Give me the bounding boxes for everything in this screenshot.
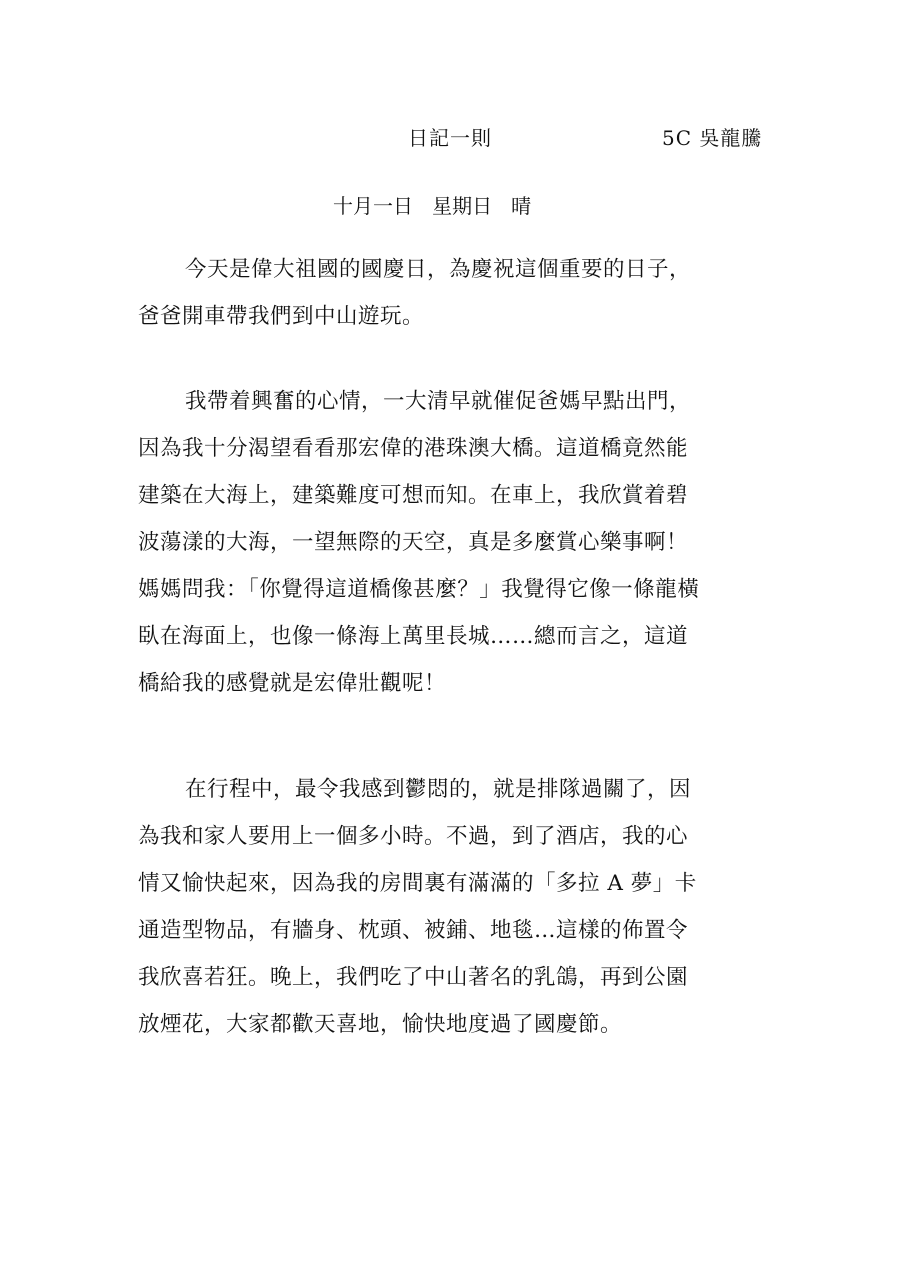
paragraph-line: 我帶着興奮的心情，一大清早就催促爸媽早點出門， [185, 389, 692, 414]
paragraph-line: 今天是偉大祖國的國慶日，為慶祝這個重要的日子， [185, 257, 692, 282]
paragraph-line: 在行程中，最令我感到鬱悶的，就是排隊過關了，因 [185, 777, 692, 802]
date-weather-line: 十月一日 星期日 晴 [333, 194, 532, 218]
paragraph-line: 波蕩漾的大海，一望無際的天空，真是多麼賞心樂事啊！ [138, 530, 689, 555]
paragraph-line: 爸爸開車帶我們到中山遊玩。 [138, 304, 425, 329]
paragraph-line: 為我和家人要用上一個多小時。不過，到了酒店，我的心 [138, 824, 689, 849]
diary-title: 日記一則 [408, 126, 492, 150]
paragraph-line: 通造型物品，有牆身、枕頭、被鋪、地毯…這樣的佈置令 [138, 918, 689, 943]
paragraph-line: 放煙花，大家都歡天喜地，愉快地度過了國慶節。 [138, 1012, 623, 1037]
paragraph-1 [138, 246, 778, 340]
paragraph-line: 情又愉快起來，因為我的房間裏有滿滿的「多拉 A 夢」卡 [138, 871, 697, 896]
author-class-name: 5C 吳龍騰 [662, 126, 763, 150]
paragraph-2 [138, 378, 778, 707]
paragraph-3 [138, 766, 778, 1048]
paragraph-line: 我欣喜若狂。晚上，我們吃了中山著名的乳鴿，再到公園 [138, 965, 689, 990]
paragraph-line: 臥在海面上，也像一條海上萬里長城……總而言之，這道 [138, 624, 689, 649]
paragraph-line: 因為我十分渴望看看那宏偉的港珠澳大橋。這道橋竟然能 [138, 436, 689, 461]
paragraph-line: 橋給我的感覺就是宏偉壯觀呢！ [138, 671, 447, 696]
paragraph-line: 媽媽問我：「你覺得這道橋像甚麼？」我覺得它像一條龍橫 [138, 577, 700, 602]
paragraph-line: 建築在大海上，建築難度可想而知。在車上，我欣賞着碧 [138, 483, 689, 508]
